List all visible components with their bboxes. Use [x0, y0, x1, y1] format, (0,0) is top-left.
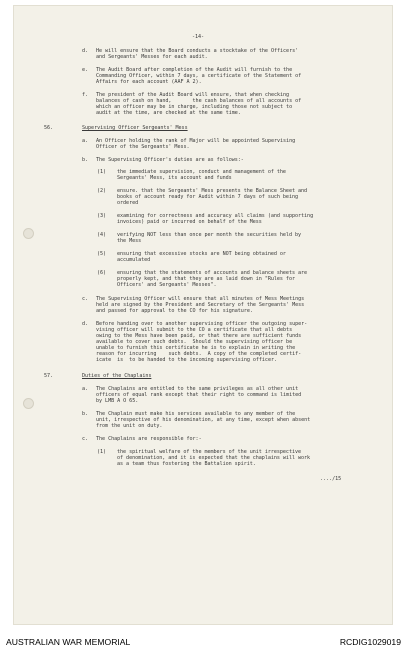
item-label: a.	[82, 386, 89, 392]
paragraph-line: Before handing over to another supervising officer the outgoing super-	[96, 321, 308, 327]
punch-hole	[23, 398, 34, 409]
paragraph-line: The Chaplains are responsible for:-	[96, 436, 202, 442]
document-page	[14, 6, 392, 624]
paragraph-line: unit, irrespective of his denomination, at any time, except when absent	[96, 417, 311, 423]
paragraph-line: unable to furnish this certificate he is to explain in writing the	[96, 345, 296, 351]
item-label: f.	[82, 92, 89, 98]
paragraph-line: by LMB A O 65.	[96, 398, 139, 404]
duty-number: (5)	[97, 251, 107, 257]
duty-line: verifying NOT less than once per month the securities held by	[117, 232, 302, 238]
item-label: c.	[82, 436, 89, 442]
paragraph-line: reason for incurring such debts. A copy of the completed certif-	[96, 351, 302, 357]
punch-hole	[23, 228, 34, 239]
paragraph-line: and Sergeants' Messes for each audit.	[96, 54, 208, 60]
paragraph-line: balances of cash on hand, the cash balances of all accounts of	[96, 98, 302, 104]
item-label: d.	[82, 48, 89, 54]
paragraph-line: owing to the Mess have been paid, or that there are sufficient funds	[96, 333, 302, 339]
duty-number: (1)	[97, 169, 107, 175]
paragraph-line: vising officer will submit to the CO a certificate that all debts	[96, 327, 293, 333]
item-label: e.	[82, 67, 89, 73]
duty-line: ensuring that the statements of accounts and balance sheets are	[117, 270, 308, 276]
paragraph-line: held are signed by the President and Secretary of the Sergeants' Mess	[96, 302, 305, 308]
duty-line: the spiritual welfare of the members of the unit irrespective	[117, 449, 302, 455]
duty-number: (3)	[97, 213, 107, 219]
paragraph-line: available to cover such debts. Should the supervising officer be	[96, 339, 293, 345]
duty-line: ordered	[117, 200, 139, 206]
duty-number: (2)	[97, 188, 107, 194]
paragraph-line: icate is to be handed to the incoming supervising officer.	[96, 357, 278, 363]
paragraph-line: He will ensure that the Board conducts a stocktake of the Officers'	[96, 48, 299, 54]
archive-name: AUSTRALIAN WAR MEMORIAL	[6, 637, 131, 647]
paragraph-line: Officer of the Sergeants' Mess.	[96, 144, 190, 150]
duty-line: of denomination, and it is expected that the chaplains will work	[117, 455, 311, 461]
paragraph-line: from the unit on duty.	[96, 423, 163, 429]
duty-line: examining for correctness and accuracy all claims (and supporting	[117, 213, 314, 219]
duty-number: (4)	[97, 232, 107, 238]
item-label: a.	[82, 138, 89, 144]
paragraph-line: Affairs for each account (AAF A 2).	[96, 79, 202, 85]
paragraph-line: which an officer may be in charge, including those not subject to	[96, 104, 293, 110]
paragraph-line: officers of equal rank except that their right to command is limited	[96, 392, 302, 398]
paragraph-line: audit at the time, are checked at the same time.	[96, 110, 241, 116]
duty-line: Officers' and Sergeants' Messes".	[117, 282, 217, 288]
section-number: 57.	[44, 373, 54, 379]
paragraph-line: The president of the Audit Board will ensure, that when checking	[96, 92, 290, 98]
duty-line: accumulated	[117, 257, 151, 263]
paragraph-line: and passed for approval to the CO for his signature.	[96, 308, 253, 314]
item-label: b.	[82, 157, 89, 163]
paragraph-line: The Chaplains are entitled to the same privileges as all other unit	[96, 386, 299, 392]
paragraph-line: Commanding Officer, within 7 days, a certificate of the Statement of	[96, 73, 302, 79]
paragraph-line: The Chaplain must make his services available to any member of the	[96, 411, 296, 417]
duty-line: as a team thus fostering the Battalion spirit.	[117, 461, 256, 467]
duty-line: Sergeants' Mess, its account and funds	[117, 175, 232, 181]
duty-number: (1)	[97, 449, 107, 455]
paragraph-line: An Officer holding the rank of Major will be appointed Supervising	[96, 138, 296, 144]
duty-line: invoices) paid or incurred on behalf of the Mess	[117, 219, 262, 225]
continuation-marker: ..../15	[320, 476, 342, 482]
duty-line: the immediate supervision, conduct and management of the	[117, 169, 286, 175]
item-label: c.	[82, 296, 89, 302]
archive-footer	[0, 627, 407, 654]
section-heading: Duties of the Chaplains	[82, 373, 152, 379]
duty-number: (6)	[97, 270, 107, 276]
paragraph-line: The Supervising Officer will ensure that all minutes of Mess Meetings	[96, 296, 305, 302]
item-label: d.	[82, 321, 89, 327]
duty-line: ensure. that the Sergeants' Mess presents the Balance Sheet and	[117, 188, 308, 194]
section-number: 56.	[44, 125, 54, 131]
archive-reference: RCDIG1029019	[339, 637, 401, 647]
duty-line: properly kept, and that they are as laid down in "Rules for	[117, 276, 295, 282]
duty-line: the Mess	[117, 238, 142, 244]
item-label: b.	[82, 411, 89, 417]
duty-line: ensuring that excessive stocks are NOT being obtained or	[117, 251, 286, 257]
page-number: -14-	[192, 34, 205, 40]
paragraph-line: The Supervising Officer's duties are as follows:-	[96, 157, 244, 163]
section-heading: Supervising Officer Sergeants' Mess	[82, 125, 188, 131]
duty-line: books of account ready for Audit within 7 days of such being	[117, 194, 299, 200]
paragraph-line: The Audit Board after completion of the Audit will furnish to the	[96, 67, 293, 73]
